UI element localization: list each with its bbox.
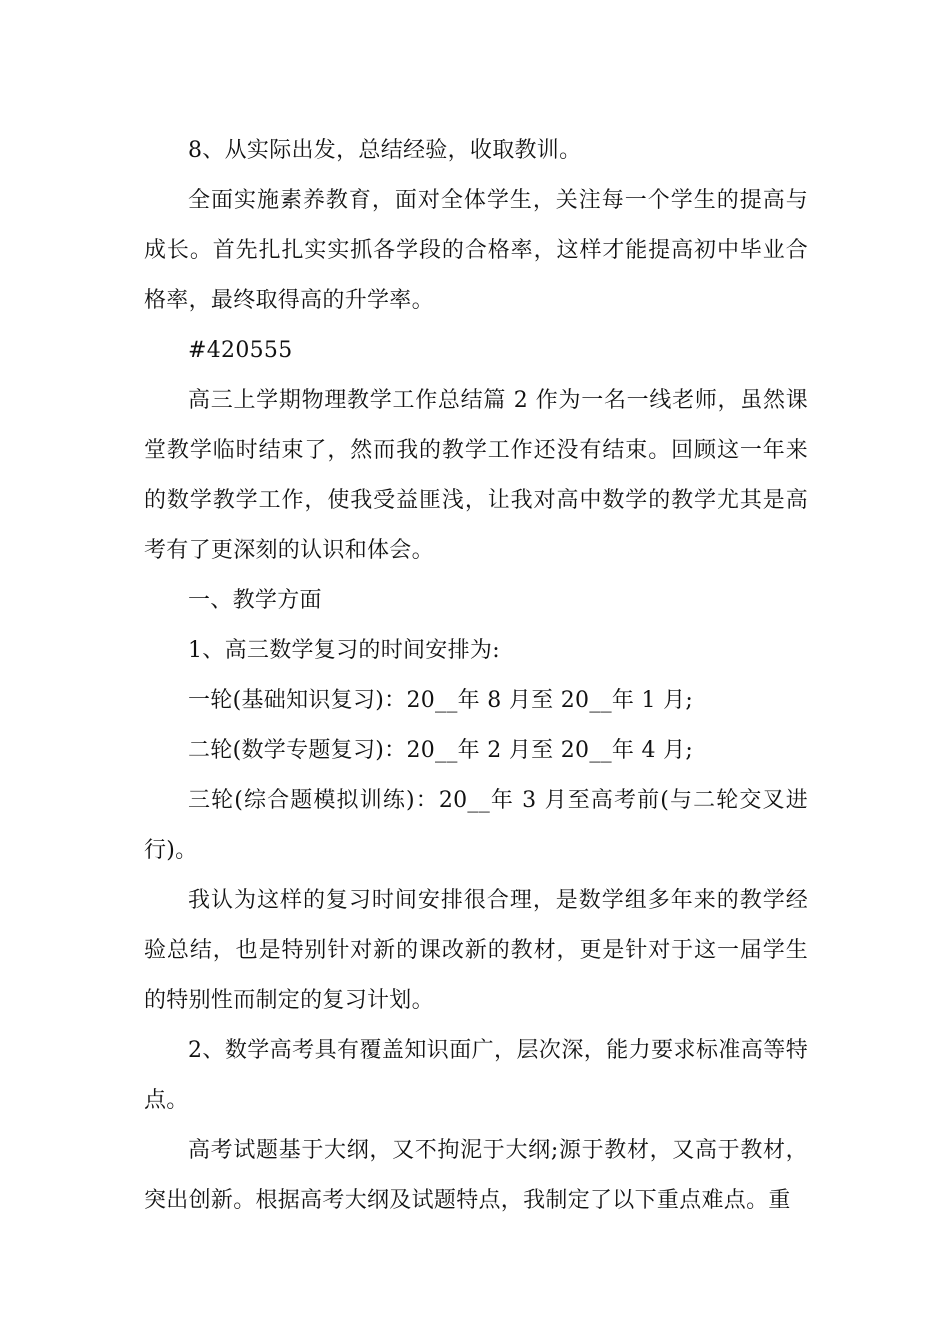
paragraph-round-three: 三轮(综合题模拟训练)：20__年 3 月至高考前(与二轮交叉进行)。 [144, 788, 808, 863]
paragraph-summary-point-8: 8、从实际出发，总结经验，收取教训。 [188, 138, 582, 163]
paragraph-exam-syllabus: 高考试题基于大纲，又不拘泥于大纲;源于教材，又高于教材，突出创新。根据高考大纲及试题特点，我制定了以下重点难点。重 [144, 1138, 808, 1213]
paragraph-schedule-opinion: 我认为这样的复习时间安排很合理，是数学组多年来的教学经验总结，也是特别针对新的课改新的教材，更是针对于这一届学生的特别性而制定的复习计划。 [144, 888, 808, 1013]
paragraph-quality-education: 全面实施素养教育，面对全体学生，关注每一个学生的提高与成长。首先扎扎实实抓各学段的合格率，这样才能提高初中毕业合格率，最终取得高的升学率。 [144, 188, 808, 313]
paragraph-article-intro: 高三上学期物理教学工作总结篇 2 作为一名一线老师，虽然课堂教学临时结束了，然而我的教学工作还没有结束。回顾这一年来的数学教学工作，使我受益匪浅，让我对高中数学的教学尤其是高考有了更深刻的认识和体会。 [144, 388, 808, 563]
paragraph-exam-features: 2、数学高考具有覆盖知识面广，层次深，能力要求标准高等特点。 [144, 1038, 808, 1113]
paragraph-round-two: 二轮(数学专题复习)：20__年 2 月至 20__年 4 月; [188, 738, 694, 763]
paragraph-document-id: #420555 [188, 338, 293, 363]
paragraph-round-one: 一轮(基础知识复习)：20__年 8 月至 20__年 1 月; [188, 688, 694, 713]
section-heading-teaching: 一、教学方面 [188, 588, 322, 613]
paragraph-review-schedule: 1、高三数学复习的时间安排为: [188, 638, 500, 663]
